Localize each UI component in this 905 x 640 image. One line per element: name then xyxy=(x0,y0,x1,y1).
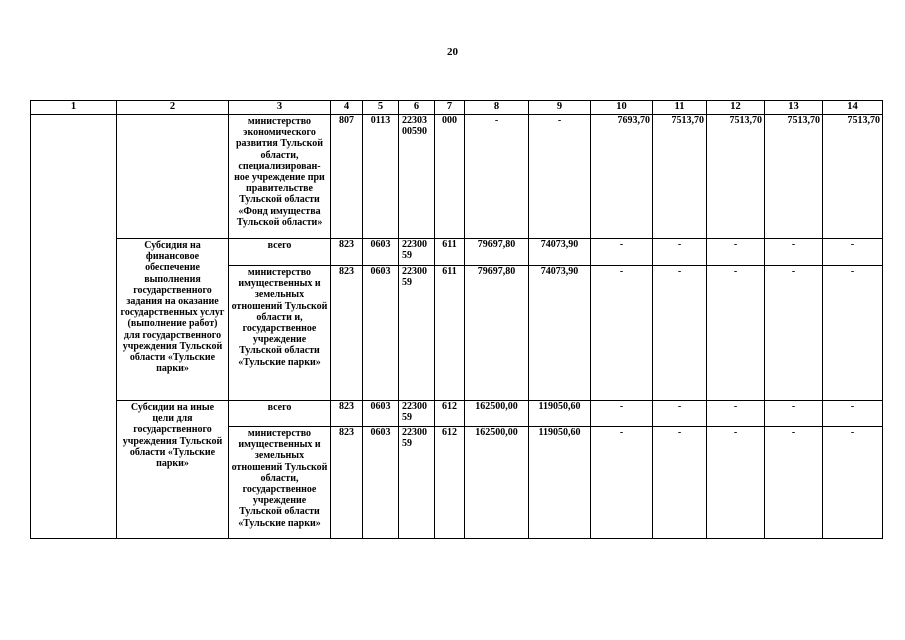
column-header: 14 xyxy=(823,101,883,115)
table-cell: - xyxy=(707,401,765,427)
table-cell: Субсидия на финансовое обеспечение выполнения государственного задания на оказание государственных услуг (выполнение работ) для государственного учреждения Тульской области «Тульские парки» xyxy=(117,239,229,401)
table-cell: 119050,60 xyxy=(529,427,591,539)
table-cell: 000 xyxy=(435,115,465,239)
table-cell: 823 xyxy=(331,427,363,539)
table-cell: 823 xyxy=(331,266,363,401)
table-cell xyxy=(31,115,117,539)
table-cell: 162500,00 xyxy=(465,427,529,539)
table-cell: 7693,70 xyxy=(591,115,653,239)
page-number: 20 xyxy=(447,46,458,58)
table-cell: Субсидии на иные цели для государственного учреждения Тульской области «Тульские парки» xyxy=(117,401,229,539)
column-header: 6 xyxy=(399,101,435,115)
table-row xyxy=(31,115,883,239)
table-cell: 823 xyxy=(331,239,363,266)
table-cell: - xyxy=(653,266,707,401)
table-cell: - xyxy=(591,427,653,539)
budget-table xyxy=(30,100,883,539)
column-header: 3 xyxy=(229,101,331,115)
table-cell: 74073,90 xyxy=(529,266,591,401)
column-header: 9 xyxy=(529,101,591,115)
column-header: 5 xyxy=(363,101,399,115)
table-cell xyxy=(117,115,229,239)
column-header: 4 xyxy=(331,101,363,115)
table-cell: - xyxy=(765,266,823,401)
table-cell: 7513,70 xyxy=(707,115,765,239)
table-cell: - xyxy=(591,266,653,401)
table-cell: 22300 59 xyxy=(399,401,435,427)
table-cell: 162500,00 xyxy=(465,401,529,427)
table-cell: 74073,90 xyxy=(529,239,591,266)
table-cell: 22303 00590 xyxy=(399,115,435,239)
table-cell: 7513,70 xyxy=(823,115,883,239)
table-cell: - xyxy=(765,239,823,266)
table-cell: 22300 59 xyxy=(399,239,435,266)
table-cell: 611 xyxy=(435,239,465,266)
table-cell: 0603 xyxy=(363,427,399,539)
table-cell: 79697,80 xyxy=(465,266,529,401)
table-cell: 22300 59 xyxy=(399,266,435,401)
table-cell: 612 xyxy=(435,401,465,427)
table-cell: 823 xyxy=(331,401,363,427)
column-header: 7 xyxy=(435,101,465,115)
table-cell: всего xyxy=(229,239,331,266)
table-cell: - xyxy=(591,239,653,266)
column-header: 2 xyxy=(117,101,229,115)
table-cell: - xyxy=(529,115,591,239)
table-cell: - xyxy=(707,427,765,539)
table-row xyxy=(31,239,883,266)
header-row xyxy=(31,101,883,115)
column-header: 1 xyxy=(31,101,117,115)
table-cell: 0603 xyxy=(363,239,399,266)
table-cell: - xyxy=(765,401,823,427)
table-cell: 612 xyxy=(435,427,465,539)
table-cell: 0603 xyxy=(363,266,399,401)
table-cell: - xyxy=(653,401,707,427)
table-row xyxy=(31,401,883,427)
table-cell: - xyxy=(653,239,707,266)
table-cell: министерство экономического развития Тульской области, специализирован-ное учреждение при правительстве Тульской области «Фонд имущества Тульской области» xyxy=(229,115,331,239)
table-cell: 0113 xyxy=(363,115,399,239)
table-cell: - xyxy=(591,401,653,427)
table-cell: - xyxy=(707,266,765,401)
table-cell: 79697,80 xyxy=(465,239,529,266)
table-cell: - xyxy=(653,427,707,539)
table-cell: - xyxy=(823,401,883,427)
table-cell: - xyxy=(823,427,883,539)
column-header: 10 xyxy=(591,101,653,115)
table-cell: министерство имущественных и земельных отношений Тульской области и, государственное учреждение Тульской области «Тульские парки» xyxy=(229,266,331,401)
column-header: 11 xyxy=(653,101,707,115)
table-cell: - xyxy=(465,115,529,239)
table-cell: министерство имущественных и земельных отношений Тульской области, государственное учреждение Тульской области «Тульские парки» xyxy=(229,427,331,539)
table-cell: - xyxy=(765,427,823,539)
table-cell: - xyxy=(707,239,765,266)
column-header: 13 xyxy=(765,101,823,115)
table-cell: 119050,60 xyxy=(529,401,591,427)
table-cell: - xyxy=(823,266,883,401)
table-cell: 0603 xyxy=(363,401,399,427)
table-cell: всего xyxy=(229,401,331,427)
column-header: 12 xyxy=(707,101,765,115)
table-cell: 807 xyxy=(331,115,363,239)
table-cell: 7513,70 xyxy=(653,115,707,239)
table-cell: 7513,70 xyxy=(765,115,823,239)
table-cell: - xyxy=(823,239,883,266)
column-header: 8 xyxy=(465,101,529,115)
table-cell: 611 xyxy=(435,266,465,401)
table-cell: 22300 59 xyxy=(399,427,435,539)
